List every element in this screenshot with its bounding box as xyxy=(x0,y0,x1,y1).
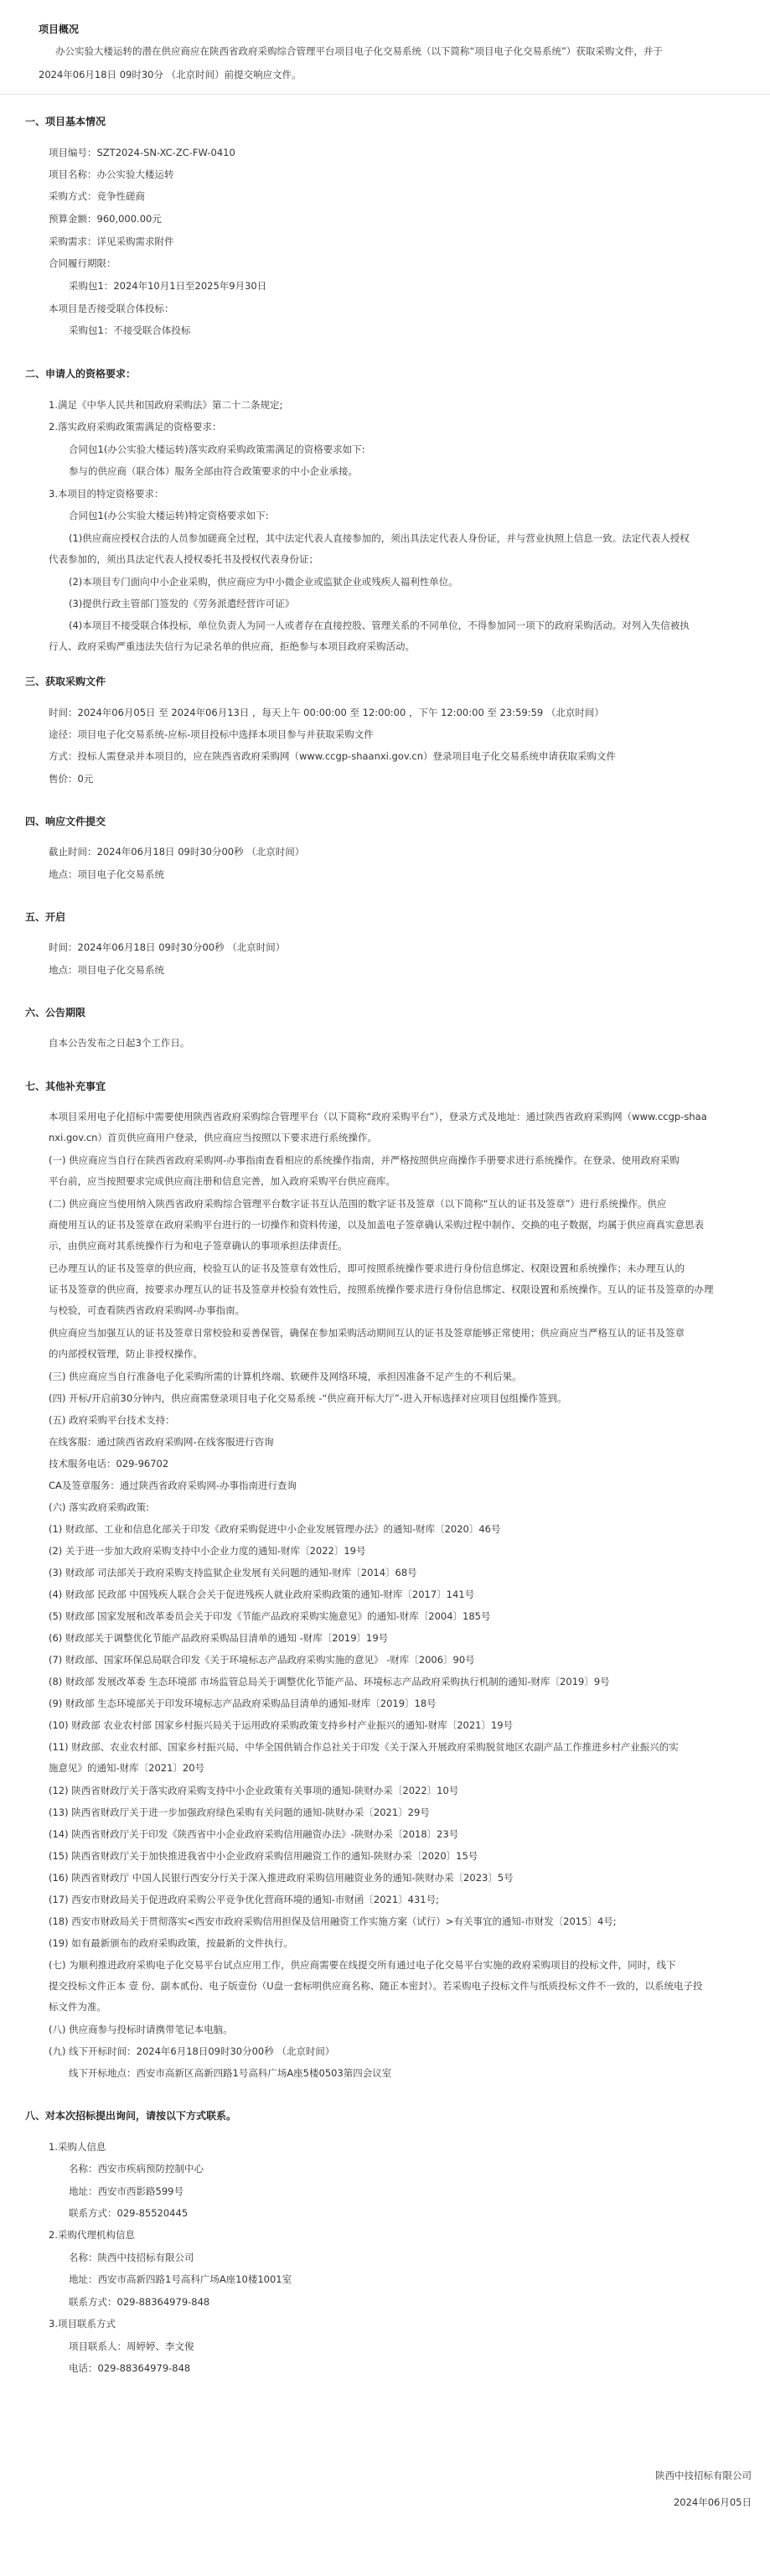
opening-location: 地点：项目电子化交易系统 xyxy=(49,964,164,976)
section-title-other-matters: 七、其他补充事宜 xyxy=(25,1081,106,1092)
other-matters-line: 与校验，可查看陕西省政府采购网-办事指南。 xyxy=(49,1304,245,1316)
policy-item: (18) 西安市财政局关于贯彻落实<西安市政府采购信用担保及信用融资工作实施方案（试行）>有关事宜的通知-市财发〔2015〕4号; xyxy=(49,1915,617,1927)
other-matters-line: 本项目采用电子化招标中需要使用陕西省政府采购综合管理平台（以下简称“政府采购平台”），登录方式及地址：通过陕西省政府采购网（www.ccgp-shaa xyxy=(49,1111,707,1122)
project-contact-person: 项目联系人：周婷婷、李文俊 xyxy=(69,2340,194,2352)
procurement-method: 采购方式：竞争性磋商 xyxy=(49,190,145,202)
qualification-line: 参与的供应商（联合体）服务全部由符合政策要求的中小企业承接。 xyxy=(69,465,358,477)
purchaser-phone: 联系方式：029-85520445 xyxy=(69,2207,189,2219)
other-matters-line: CA及签章服务：通过陕西省政府采购网-办事指南进行查询 xyxy=(49,1480,297,1491)
purchaser-heading: 1.采购人信息 xyxy=(49,2141,106,2153)
other-matters-line: (三) 供应商应当自行准备电子化采购所需的计算机终端、软硬件及网络环境，承担因准备不足产生的不利后果。 xyxy=(49,1371,522,1382)
other-matters-line: (六) 落实政府采购政策: xyxy=(49,1501,150,1513)
other-matters-line: (五) 政府采购平台技术支持： xyxy=(49,1414,175,1426)
divider xyxy=(0,94,770,95)
policy-item: (8) 财政部 发展改革委 生态环境部 市场监管总局关于调整优化节能产品、环境标志产品政府采购执行机制的通知-财库〔2019〕9号 xyxy=(49,1676,610,1687)
consortium-value: 采购包1：不接受联合体投标 xyxy=(69,324,191,336)
agency-heading: 2.采购代理机构信息 xyxy=(49,2229,135,2241)
qualification-line: 行人、政府采购严重违法失信行为记录名单的供应商，拒绝参与本项目政府采购活动。 xyxy=(49,640,415,652)
policy-item: (15) 陕西省财政厅关于加快推进我省中小企业政府采购信用融资工作的通知-陕财办采〔2020〕15号 xyxy=(49,1850,478,1862)
other-matters-line: nxi.gov.cn）首页供应商用户登录，供应商应当按照以下要求进行系统操作。 xyxy=(49,1132,377,1143)
policy-item: (12) 陕西省财政厅关于落实政府采购支持中小企业政策有关事项的通知-陕财办采〔2022〕10号 xyxy=(49,1785,459,1796)
agency-address: 地址：西安市高新四路1号高科广场A座10楼1001室 xyxy=(69,2273,292,2285)
policy-item: (17) 西安市财政局关于促进政府采购公平竞争优化营商环境的通知-市财函〔2021〕431号; xyxy=(49,1894,439,1905)
qualification-line: (2)本项目专门面向中小企业采购，供应商应为中小微企业或监狱企业或残疾人福利性单位。 xyxy=(69,576,458,588)
section-title-obtain-documents: 三、获取采购文件 xyxy=(25,676,106,687)
qualification-line: 合同包1(办公实验大楼运转)特定资格要求如下: xyxy=(69,510,269,521)
policy-item: (14) 陕西省财政厅关于印发《陕西省中小企业政府采购信用融资办法》-陕财办采〔2018〕23号 xyxy=(49,1828,459,1840)
obtain-price: 售价：0元 xyxy=(49,773,94,785)
policy-item: (1) 财政部、工业和信息化部关于印发《政府采购促进中小企业发展管理办法》的通知-财库〔2020〕46号 xyxy=(49,1523,501,1535)
agency-phone: 联系方式：029-88364979-848 xyxy=(69,2296,210,2308)
purchaser-name: 名称：西安市疾病预防控制中心 xyxy=(69,2163,204,2174)
other-matters-line: (七) 为顺利推进政府采购电子化交易平台试点应用工作，供应商需要在线提交所有通过电子化交易平台实施的政府采购项目的投标文件，同时，线下 xyxy=(49,1959,676,1971)
policy-item: (7) 财政部、国家环保总局联合印发《关于环境标志产品政府采购实施的意见》 -财库〔2006〕90号 xyxy=(49,1654,475,1666)
policy-item: (6) 财政部关于调整优化节能产品政府采购品目清单的通知 -财库〔2019〕19号 xyxy=(49,1632,389,1644)
section-title-submission: 四、响应文件提交 xyxy=(25,816,106,827)
section-title-basic-info: 一、项目基本情况 xyxy=(25,116,106,127)
overview-text-line: 办公实验大楼运转的潜在供应商应在陕西省政府采购综合管理平台项目电子化交易系统（以下简称“项目电子化交易系统”）获取采购文件，并于 xyxy=(55,45,663,57)
qualification-line: 1.满足《中华人民共和国政府采购法》第二十二条规定; xyxy=(49,399,283,411)
section-title-opening: 五、开启 xyxy=(25,911,66,923)
qualification-line: (3)提供行政主管部门签发的《劳务派遣经营许可证》 xyxy=(69,598,295,609)
policy-item: 施意见》的通知-财库〔2021〕20号 xyxy=(49,1762,205,1774)
other-matters-line: 已办理互认的证书及签章的供应商，校验互认的证书及签章有效性后，即可按照系统操作要求进行身份信息绑定、权限设置和系统操作；未办理互认的 xyxy=(49,1262,685,1274)
policy-item: (5) 财政部 国家发展和改革委员会关于印发《节能产品政府采购实施意见》的通知-财库〔2004〕185号 xyxy=(49,1610,491,1622)
offline-opening-location: 线下开标地点：西安市高新区高新四路1号高科广场A座5楼0503第四会议室 xyxy=(69,2067,392,2079)
other-matters-line: (八) 供应商参与投标时请携带笔记本电脑。 xyxy=(49,2024,233,2035)
procurement-requirements: 采购需求：详见采购需求附件 xyxy=(49,236,174,247)
obtain-time: 时间：2024年06月05日 至 2024年06月13日 ，每天上午 00:00:00 至 12:00:00 ，下午 12:00:00 至 23:59:59 （北京时间） xyxy=(49,707,604,718)
other-matters-line: 技术服务电话：029-96702 xyxy=(49,1458,169,1469)
offline-opening-time: (九) 线下开标时间：2024年6月18日09时30分00秒 （北京时间） xyxy=(49,2045,335,2057)
other-matters-line: 平台前，应当按照要求完成供应商注册和信息完善，加入政府采购平台供应商库。 xyxy=(49,1175,395,1187)
other-matters-line: 商使用互认的证书及签章在政府采购平台进行的一切操作和资料传递，以及加盖电子签章确认采购过程中制作、交换的电子数据，均属于供应商真实意思表 xyxy=(49,1219,704,1231)
other-matters-line: 提交投标文件正本 壹 份、副本贰份、电子版壹份（U盘一套标明供应商名称、随正本密封）。若采购电子投标文件与纸质投标文件不一致的，以系统电子投 xyxy=(49,1980,703,1992)
policy-item: (3) 财政部 司法部关于政府采购支持监狱企业发展有关问题的通知-财库〔2014〕68号 xyxy=(49,1567,417,1578)
policy-item: (13) 陕西省财政厅关于进一步加强政府绿色采购有关问题的通知-陕财办采〔2021〕29号 xyxy=(49,1806,430,1818)
qualification-line: (1)供应商应授权合法的人员参加磋商全过程，其中法定代表人直接参加的，须出具法定代表人身份证，并与营业执照上信息一致。法定代表人授权 xyxy=(69,532,690,544)
section-title-notice-period: 六、公告期限 xyxy=(25,1007,86,1018)
section-title-contact: 八、对本次招标提出询问，请按以下方式联系。 xyxy=(25,2110,237,2122)
other-matters-line: (四) 开标/开启前30分钟内，供应商需登录项目电子化交易系统 -“供应商开标大厅”-进入开标选择对应项目包组操作签到。 xyxy=(49,1392,567,1404)
footer-company: 陕西中技招标有限公司 xyxy=(655,2470,752,2481)
notice-period: 自本公告发布之日起3个工作日。 xyxy=(49,1037,190,1049)
contract-period-value: 采购包1：2024年10月1日至2025年9月30日 xyxy=(69,280,267,292)
policy-item: (19) 如有最新颁布的政府采购政策，按最新的文件执行。 xyxy=(49,1937,293,1949)
project-contact-phone: 电话：029-88364979-848 xyxy=(69,2362,191,2374)
project-name: 项目名称：办公实验大楼运转 xyxy=(49,168,174,180)
other-matters-line: (二) 供应商应当使用纳入陕西省政府采购综合管理平台数字证书互认范围的数字证书及签章（以下简称“互认的证书及签章”）进行系统操作。供应 xyxy=(49,1198,667,1210)
other-matters-line: 的内部授权管理，防止非授权操作。 xyxy=(49,1348,203,1360)
other-matters-line: 证书及签章的供应商，按要求办理互认的证书及签章并校验有效性后，按照系统操作要求进行身份信息绑定、权限设置和系统操作。互认的证书及签章的办理 xyxy=(49,1283,714,1295)
policy-item: (2) 关于进一步加大政府采购支持中小企业力度的通知-财库〔2022〕19号 xyxy=(49,1545,366,1557)
qualification-line: 合同包1(办公实验大楼运转)落实政府采购政策需满足的资格要求如下: xyxy=(69,443,365,455)
policy-item: (9) 财政部 生态环境部关于印发环境标志产品政府采购品目清单的通知-财库〔2019〕18号 xyxy=(49,1697,437,1709)
qualification-line: 代表参加的，须出具法定代表人授权委托书及授权代表身份证； xyxy=(49,553,318,565)
project-contact-heading: 3.项目联系方式 xyxy=(49,2318,116,2330)
policy-item: (11) 财政部、农业农村部、国家乡村振兴局、中华全国供销合作总社关于印发《关于深入开展政府采购脱贫地区农副产品工作推进乡村产业振兴的实 xyxy=(49,1741,679,1753)
project-number: 项目编号：SZT2024-SN-XC-ZC-FW-0410 xyxy=(49,147,235,158)
footer-date: 2024年06月05日 xyxy=(673,2496,752,2508)
opening-time: 时间：2024年06月18日 09时30分00秒 （北京时间） xyxy=(49,941,286,953)
overview-text-line: 2024年06月18日 09时30分 （北京时间）前提交响应文件。 xyxy=(39,69,302,80)
other-matters-line: (一) 供应商应当自行在陕西省政府采购网-办事指南查看相应的系统操作指南，并严格按照供应商操作手册要求进行系统操作。在登录、使用政府采购 xyxy=(49,1154,680,1166)
other-matters-line: 供应商应当加强互认的证书及签章日常校验和妥善保管，确保在参加采购活动期间互认的证书及签章能够正常使用；供应商应当严格互认的证书及签章 xyxy=(49,1327,685,1339)
qualification-line: 2.落实政府采购政策需满足的资格要求： xyxy=(49,421,222,433)
policy-item: (4) 财政部 民政部 中国残疾人联合会关于促进残疾人就业政府采购政策的通知-财库〔2017〕141号 xyxy=(49,1589,475,1600)
obtain-channel: 途径：项目电子化交易系统-应标-项目投标中选择本项目参与并获取采购文件 xyxy=(49,728,374,740)
other-matters-line: 示，由供应商对其系统操作行为和电子签章确认的事项承担法律责任。 xyxy=(49,1240,348,1252)
other-matters-line: 在线客服：通过陕西省政府采购网-在线客服进行咨询 xyxy=(49,1436,274,1448)
policy-item: (16) 陕西省财政厅 中国人民银行西安分行关于深入推进政府采购信用融资业务的通知-陕财办采〔2023〕5号 xyxy=(49,1872,514,1884)
obtain-method: 方式：投标人需登录并本项目的，应在陕西省政府采购网（www.ccgp-shaanxi.gov.cn）登录项目电子化交易系统申请获取采购文件 xyxy=(49,750,617,762)
submission-deadline: 截止时间：2024年06月18日 09时30分00秒 （北京时间） xyxy=(49,846,305,858)
contract-period-label: 合同履行期限： xyxy=(49,257,116,269)
other-matters-line: 标文件为准。 xyxy=(49,2001,106,2013)
qualification-line: 3.本项目的特定资格要求： xyxy=(49,488,164,500)
consortium-label: 本项目是否接受联合体投标： xyxy=(49,303,174,314)
purchaser-address: 地址：西安市西影路599号 xyxy=(69,2185,183,2197)
qualification-line: (4)本项目不接受联合体投标，单位负责人为同一人或者存在直接控股、管理关系的不同单位，不得参加同一项下的政府采购活动。对列入失信被执 xyxy=(69,619,690,631)
submission-location: 地点：项目电子化交易系统 xyxy=(49,868,164,880)
policy-item: (10) 财政部 农业农村部 国家乡村振兴局关于运用政府采购政策支持乡村产业振兴的通知-财库〔2021〕19号 xyxy=(49,1719,514,1731)
budget-amount: 预算金额：960,000.00元 xyxy=(49,213,162,225)
agency-name: 名称：陕西中技招标有限公司 xyxy=(69,2252,194,2263)
section-title-qualifications: 二、申请人的资格要求： xyxy=(25,368,137,380)
overview-heading: 项目概况 xyxy=(39,23,80,35)
